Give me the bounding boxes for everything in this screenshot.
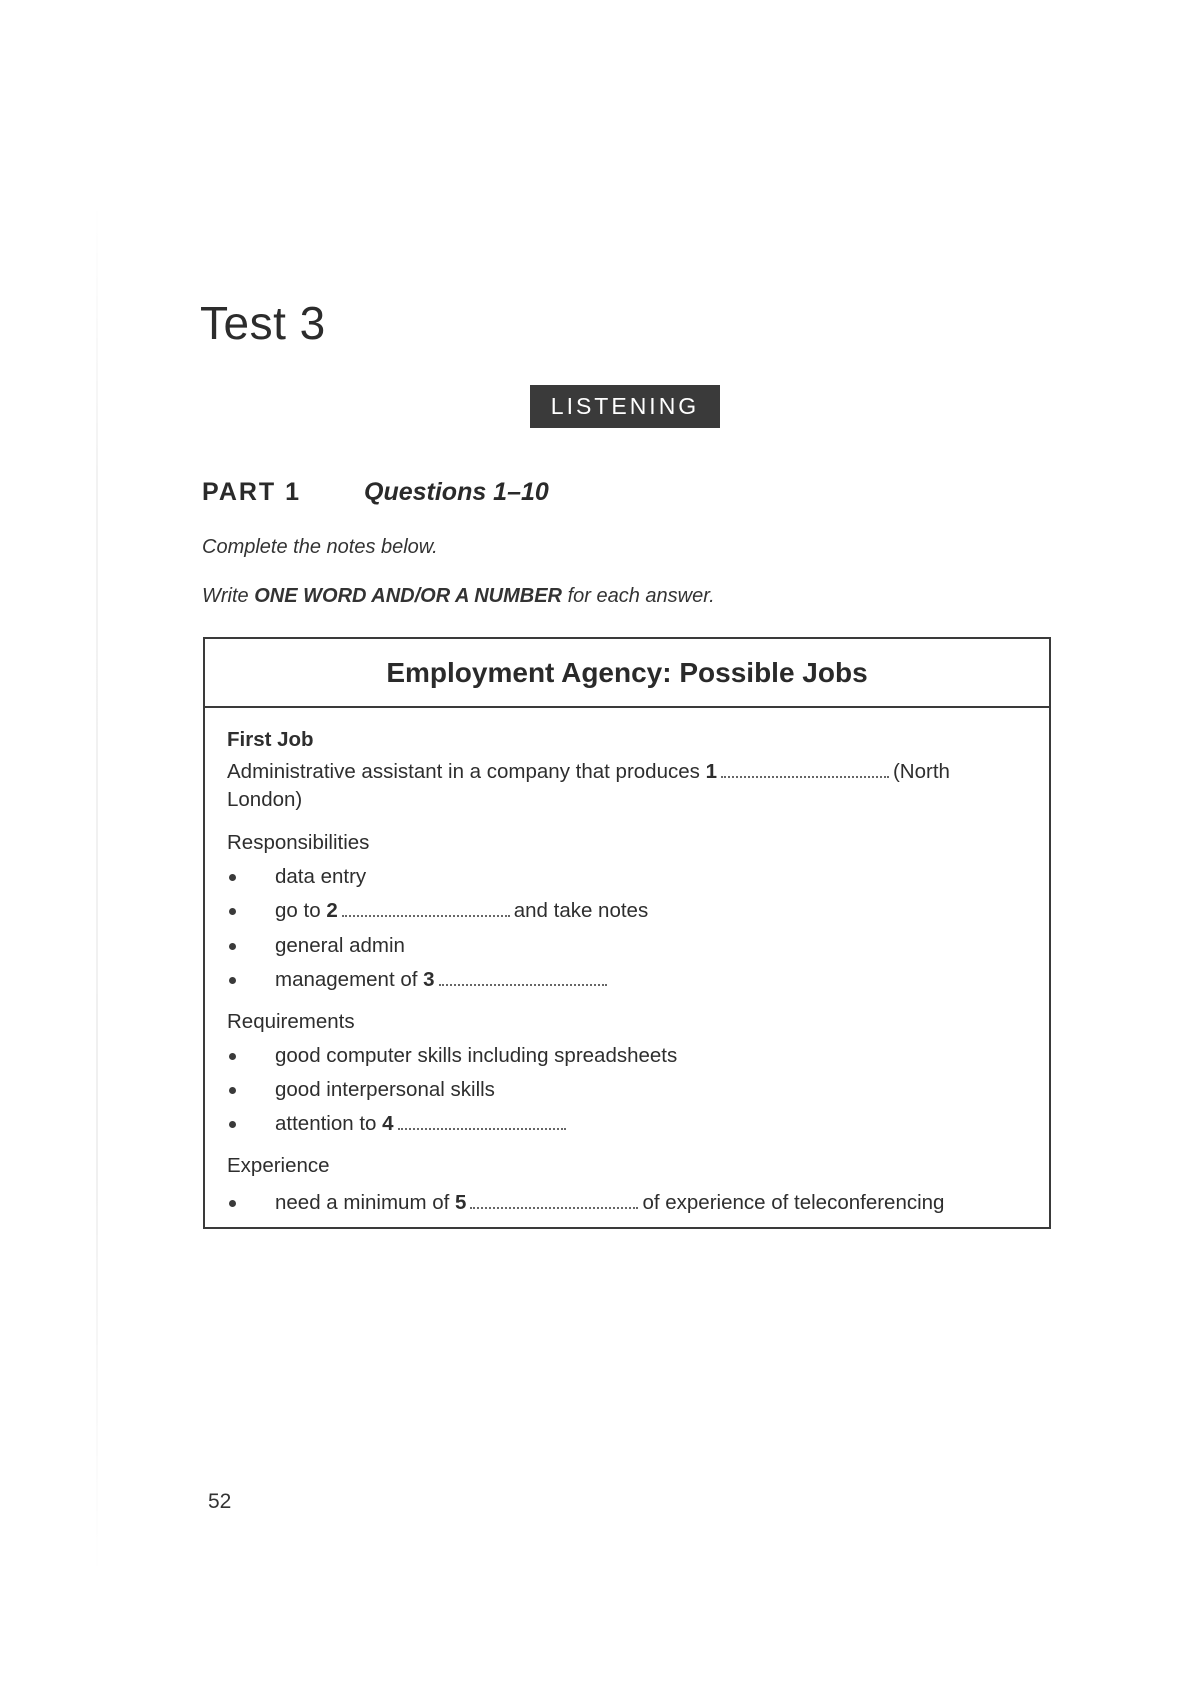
responsibilities-heading: Responsibilities	[227, 831, 370, 854]
job-heading: First Job	[227, 728, 314, 751]
list-item-text: good interpersonal skills	[275, 1078, 495, 1101]
question-number-4: 4	[382, 1112, 394, 1135]
job-description-after: (North	[892, 760, 950, 783]
instruction-word-limit	[202, 585, 715, 608]
list-item-text-after: and take notes	[513, 899, 649, 922]
question-number-3: 3	[423, 968, 435, 991]
job-description-text: Administrative assistant in a company that produces	[227, 760, 700, 783]
instruction-word-limit-suffix: for each answer.	[567, 585, 715, 607]
list-item-text: attention to	[275, 1112, 377, 1135]
bullet-icon	[229, 1087, 236, 1094]
bullet-icon	[229, 1121, 236, 1128]
list-item-text: management of	[275, 968, 418, 991]
answer-gap-4[interactable]	[398, 1114, 566, 1130]
bullet-icon	[229, 1200, 236, 1207]
notes-title: Employment Agency: Possible Jobs	[205, 639, 1049, 708]
list-item-text: need a minimum of	[275, 1191, 450, 1214]
test-title: Test 3	[200, 297, 326, 349]
notes-box	[203, 637, 1051, 1229]
question-number-2: 2	[326, 899, 338, 922]
list-item-text-after: of experience of teleconferencing	[642, 1191, 945, 1214]
section-banner: LISTENING	[530, 385, 720, 428]
job-description-line-2: London)	[227, 788, 303, 811]
answer-gap-1[interactable]	[721, 762, 889, 778]
bullet-icon	[229, 943, 236, 950]
experience-heading: Experience	[227, 1154, 330, 1177]
list-item-text: data entry	[275, 865, 367, 888]
part-label: PART 1	[202, 478, 302, 506]
list-item-text: general admin	[275, 934, 405, 957]
requirements-heading: Requirements	[227, 1010, 355, 1033]
instruction-word-limit-prefix: Write	[202, 585, 249, 607]
page-number: 52	[208, 1490, 232, 1513]
question-number-5: 5	[455, 1191, 467, 1214]
list-item-text: go to	[275, 899, 321, 922]
bullet-icon	[229, 874, 236, 881]
answer-gap-5[interactable]	[470, 1193, 638, 1209]
list-item-text: good computer skills including spreadsheets	[275, 1044, 678, 1067]
answer-gap-2[interactable]	[342, 901, 510, 917]
instruction-complete-notes: Complete the notes below.	[202, 536, 438, 558]
answer-gap-3[interactable]	[439, 970, 607, 986]
question-number-1: 1	[705, 760, 717, 783]
bullet-icon	[229, 1053, 236, 1060]
bullet-icon	[229, 908, 236, 915]
bullet-icon	[229, 977, 236, 984]
part-questions-range: Questions 1–10	[364, 478, 549, 506]
instruction-word-limit-bold: ONE WORD AND/OR A NUMBER	[254, 585, 562, 607]
job-description-line	[227, 760, 950, 784]
part-heading	[202, 478, 549, 507]
scan-edge-shadow	[96, 200, 98, 1580]
